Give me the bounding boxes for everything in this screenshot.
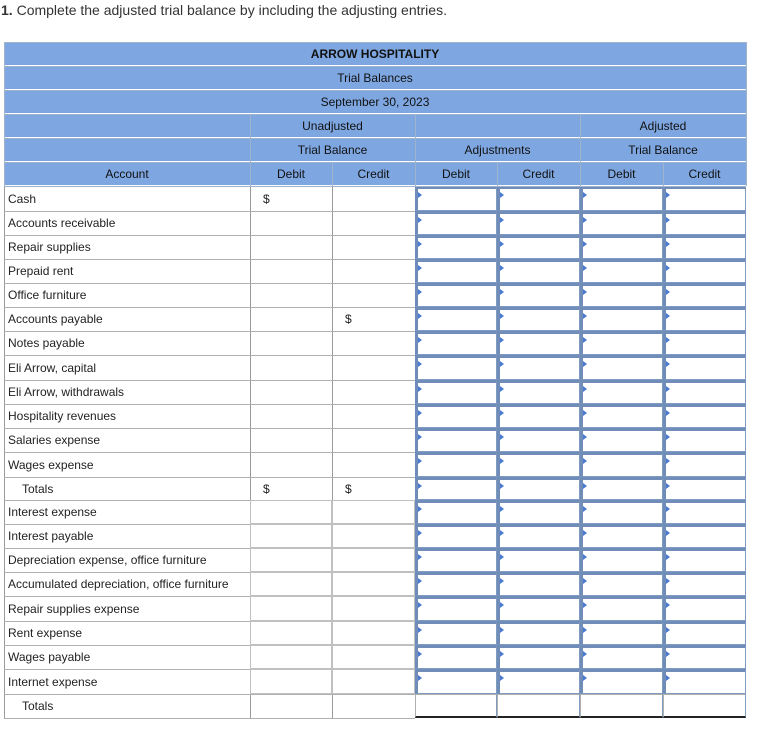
- input-marker-icon: [418, 289, 422, 295]
- adjustment-credit-input[interactable]: [497, 477, 580, 500]
- adjusted-credit-input[interactable]: [663, 500, 746, 524]
- adjusted-debit-input[interactable]: [580, 283, 663, 307]
- adjustment-debit-input[interactable]: [415, 428, 497, 452]
- input-marker-icon: [583, 578, 587, 584]
- input-marker-icon: [418, 410, 422, 416]
- unadjusted-credit-input[interactable]: [332, 621, 415, 645]
- adjusted-credit-input[interactable]: [663, 548, 746, 572]
- unadjusted-credit-input[interactable]: [332, 572, 415, 596]
- header-rule: [4, 90, 746, 91]
- debit-dollar-sign: $: [263, 482, 270, 496]
- adjustment-credit-input[interactable]: [497, 669, 580, 694]
- input-marker-icon: [418, 313, 422, 319]
- adjusted-debit-input[interactable]: [580, 572, 663, 596]
- header-divider: [332, 162, 333, 186]
- adjusted-credit-input[interactable]: [663, 186, 746, 211]
- account-name: Internet expense: [8, 675, 98, 689]
- account-name: Prepaid rent: [8, 264, 74, 278]
- adjusted-credit-input[interactable]: [663, 669, 746, 694]
- adjusted-credit-input[interactable]: [663, 621, 746, 645]
- adjustment-debit-input[interactable]: [415, 259, 497, 283]
- debit-column-header: Debit: [276, 167, 306, 181]
- header-divider: [497, 162, 498, 186]
- row-divider: [4, 307, 415, 308]
- input-marker-icon: [666, 578, 670, 584]
- input-marker-icon: [666, 337, 670, 343]
- input-marker-icon: [666, 289, 670, 295]
- input-marker-icon: [418, 675, 422, 681]
- account-name: Accounts payable: [8, 312, 103, 326]
- input-marker-icon: [583, 530, 587, 536]
- adjusted-debit-input[interactable]: [580, 186, 663, 211]
- adjustment-credit-total-input[interactable]: [497, 694, 580, 718]
- adjusted-debit-input[interactable]: [580, 380, 663, 404]
- adjustment-credit-input[interactable]: [497, 621, 580, 645]
- statement-title: Trial Balances: [337, 71, 413, 85]
- adjusted-debit-input[interactable]: [580, 477, 663, 500]
- adjusted-credit-input[interactable]: [663, 380, 746, 404]
- header-rule: [4, 42, 746, 43]
- input-marker-icon: [500, 386, 504, 392]
- input-marker-icon: [583, 434, 587, 440]
- account-name: Eli Arrow, capital: [8, 361, 97, 375]
- input-marker-icon: [666, 602, 670, 608]
- input-marker-icon: [500, 313, 504, 319]
- input-marker-icon: [418, 483, 422, 489]
- statement-date: September 30, 2023: [320, 95, 430, 109]
- unadjusted-debit-input[interactable]: [250, 596, 332, 621]
- input-marker-icon: [666, 265, 670, 271]
- input-marker-icon: [666, 651, 670, 657]
- adjusted-credit-input[interactable]: [663, 307, 746, 331]
- input-marker-icon: [500, 265, 504, 271]
- account-name: Office furniture: [8, 288, 87, 302]
- unadjusted-debit-input[interactable]: [250, 524, 332, 548]
- input-marker-icon: [583, 483, 587, 489]
- adjusted-credit-input[interactable]: [663, 355, 746, 380]
- header-rule: [4, 162, 746, 163]
- adjusted-credit-input[interactable]: [663, 428, 746, 452]
- input-marker-icon: [500, 506, 504, 512]
- row-divider: [4, 452, 415, 453]
- input-marker-icon: [583, 651, 587, 657]
- unadjusted-credit-input[interactable]: [332, 669, 415, 694]
- input-marker-icon: [666, 434, 670, 440]
- row-divider: [4, 259, 415, 260]
- input-marker-icon: [418, 627, 422, 633]
- unadjusted-subheading: Trial Balance: [297, 143, 368, 157]
- account-column-header: Account: [105, 167, 149, 181]
- adjustment-credit-input[interactable]: [497, 404, 580, 428]
- row-divider: [4, 428, 415, 429]
- adjusted-credit-input[interactable]: [663, 645, 746, 669]
- adjustment-credit-input[interactable]: [497, 380, 580, 404]
- adjusted-credit-input[interactable]: [663, 283, 746, 307]
- adjustment-credit-input[interactable]: [497, 548, 580, 572]
- row-divider: [4, 404, 415, 405]
- adjustment-debit-input[interactable]: [415, 355, 497, 380]
- input-marker-icon: [583, 602, 587, 608]
- adjusted-credit-input[interactable]: [663, 235, 746, 259]
- unadjusted-credit-input[interactable]: [332, 500, 415, 524]
- credit-dollar-sign: $: [345, 482, 352, 496]
- credit-dollar-sign: $: [345, 312, 352, 326]
- input-marker-icon: [500, 289, 504, 295]
- input-marker-icon: [500, 434, 504, 440]
- input-marker-icon: [583, 410, 587, 416]
- input-marker-icon: [666, 530, 670, 536]
- adjusted-debit-input[interactable]: [580, 355, 663, 380]
- adjusted-debit-input[interactable]: [580, 404, 663, 428]
- adjustment-debit-input[interactable]: [415, 596, 497, 621]
- adjustment-debit-input[interactable]: [415, 572, 497, 596]
- input-marker-icon: [418, 192, 422, 198]
- input-marker-icon: [418, 337, 422, 343]
- adjustment-credit-input[interactable]: [497, 428, 580, 452]
- adjusted-credit-input[interactable]: [663, 404, 746, 428]
- debit-column-header: Debit: [441, 167, 471, 181]
- adjustment-debit-input[interactable]: [415, 235, 497, 259]
- account-name: Eli Arrow, withdrawals: [8, 385, 125, 399]
- adjustment-credit-input[interactable]: [497, 235, 580, 259]
- input-marker-icon: [500, 627, 504, 633]
- adjusted-credit-input[interactable]: [663, 596, 746, 621]
- account-name: Wages payable: [8, 650, 91, 664]
- row-divider: [4, 235, 415, 236]
- adjustment-credit-input[interactable]: [497, 331, 580, 355]
- adjusted-debit-total-input[interactable]: [580, 694, 663, 718]
- input-marker-icon: [583, 337, 587, 343]
- unadjusted-credit-input[interactable]: [332, 548, 415, 572]
- input-marker-icon: [583, 289, 587, 295]
- adjustment-credit-input[interactable]: [497, 259, 580, 283]
- question-body: Complete the adjusted trial balance by including the adjusting entries.: [16, 2, 447, 18]
- adjustment-credit-input[interactable]: [497, 524, 580, 548]
- input-marker-icon: [583, 241, 587, 247]
- adjusted-credit-input[interactable]: [663, 477, 746, 500]
- unadjusted-debit-input[interactable]: [250, 621, 332, 645]
- account-name: Repair supplies: [8, 240, 91, 254]
- input-marker-icon: [666, 675, 670, 681]
- adjustment-debit-input[interactable]: [415, 645, 497, 669]
- adjustment-credit-input[interactable]: [497, 500, 580, 524]
- adjustment-credit-input[interactable]: [497, 572, 580, 596]
- input-marker-icon: [418, 265, 422, 271]
- row-divider: [4, 331, 415, 332]
- adjusted-debit-input[interactable]: [580, 621, 663, 645]
- adjustment-credit-input[interactable]: [497, 596, 580, 621]
- adjusted-subheading: Trial Balance: [628, 143, 698, 157]
- input-marker-icon: [418, 361, 422, 367]
- adjustment-credit-input[interactable]: [497, 283, 580, 307]
- account-name: Repair supplies expense: [8, 602, 140, 616]
- adjusted-credit-input[interactable]: [663, 211, 746, 235]
- input-marker-icon: [418, 241, 422, 247]
- unadjusted-credit-input[interactable]: [332, 596, 415, 621]
- row-divider: [4, 283, 415, 284]
- input-marker-icon: [500, 483, 504, 489]
- input-marker-icon: [666, 410, 670, 416]
- unadjusted-debit-input[interactable]: [250, 500, 332, 524]
- input-marker-icon: [418, 386, 422, 392]
- debit-column-header: Debit: [607, 167, 636, 181]
- input-marker-icon: [418, 578, 422, 584]
- adjustment-debit-total-input[interactable]: [415, 694, 497, 718]
- row-divider: [4, 355, 415, 356]
- adjusted-debit-input[interactable]: [580, 548, 663, 572]
- input-marker-icon: [666, 192, 670, 198]
- input-marker-icon: [500, 458, 504, 464]
- input-marker-icon: [500, 410, 504, 416]
- input-marker-icon: [500, 578, 504, 584]
- adjusted-debit-input[interactable]: [580, 669, 663, 694]
- account-name: Accounts receivable: [8, 216, 116, 230]
- adjusted-credit-total-input[interactable]: [663, 694, 746, 718]
- adjustment-debit-input[interactable]: [415, 669, 497, 694]
- input-marker-icon: [583, 506, 587, 512]
- debit-dollar-sign: $: [263, 192, 270, 206]
- input-marker-icon: [500, 675, 504, 681]
- adjusted-debit-input[interactable]: [580, 500, 663, 524]
- header-divider: [663, 162, 664, 186]
- header-divider: [4, 42, 5, 186]
- body-top-rule: [4, 186, 746, 187]
- adjusted-debit-input[interactable]: [580, 331, 663, 355]
- adjustment-debit-input[interactable]: [415, 621, 497, 645]
- adjustment-debit-input[interactable]: [415, 186, 497, 211]
- totals-label: Totals: [22, 482, 54, 496]
- header-rule: [4, 66, 746, 67]
- adjustment-debit-input[interactable]: [415, 548, 497, 572]
- unadjusted-debit-input[interactable]: [250, 572, 332, 596]
- input-marker-icon: [500, 361, 504, 367]
- header-divider: [415, 114, 416, 186]
- adjustment-debit-input[interactable]: [415, 211, 497, 235]
- account-name: Depreciation expense, office furniture: [8, 553, 207, 567]
- account-name: Notes payable: [8, 336, 85, 350]
- unadjusted-debit-input[interactable]: [250, 645, 332, 669]
- input-marker-icon: [500, 241, 504, 247]
- adjusted-debit-input[interactable]: [580, 645, 663, 669]
- account-name: Accumulated depreciation, office furniture: [8, 577, 229, 591]
- input-marker-icon: [418, 217, 422, 223]
- company-name: ARROW HOSPITALITY: [310, 47, 440, 61]
- input-marker-icon: [583, 386, 587, 392]
- adjusted-debit-input[interactable]: [580, 211, 663, 235]
- adjusted-debit-input[interactable]: [580, 307, 663, 331]
- row-divider: [4, 211, 415, 212]
- input-marker-icon: [666, 386, 670, 392]
- input-marker-icon: [583, 217, 587, 223]
- credit-column-header: Credit: [522, 167, 555, 181]
- input-marker-icon: [418, 651, 422, 657]
- account-name: Cash: [8, 192, 37, 206]
- input-marker-icon: [500, 337, 504, 343]
- unadjusted-credit-input[interactable]: [332, 645, 415, 669]
- adjustments-heading: Adjustments: [464, 143, 531, 157]
- input-marker-icon: [500, 651, 504, 657]
- input-marker-icon: [418, 458, 422, 464]
- header-divider: [746, 42, 747, 186]
- adjustment-credit-input[interactable]: [497, 645, 580, 669]
- input-marker-icon: [500, 217, 504, 223]
- adjustment-debit-input[interactable]: [415, 452, 497, 477]
- adjusted-debit-input[interactable]: [580, 235, 663, 259]
- adjustment-debit-input[interactable]: [415, 500, 497, 524]
- adjusted-debit-input[interactable]: [580, 452, 663, 477]
- account-name: Rent expense: [8, 626, 83, 640]
- unadjusted-credit-input[interactable]: [332, 524, 415, 548]
- adjustment-credit-input[interactable]: [497, 452, 580, 477]
- account-name: Wages expense: [8, 458, 94, 472]
- adjustment-debit-input[interactable]: [415, 331, 497, 355]
- adjustment-debit-input[interactable]: [415, 524, 497, 548]
- input-marker-icon: [583, 265, 587, 271]
- account-name: Interest expense: [8, 505, 97, 519]
- unadjusted-heading: Unadjusted: [302, 119, 363, 133]
- input-marker-icon: [583, 554, 587, 560]
- adjustment-credit-input[interactable]: [497, 186, 580, 211]
- account-name: Hospitality revenues: [8, 409, 117, 423]
- account-name: Salaries expense: [8, 433, 101, 447]
- adjusted-credit-input[interactable]: [663, 572, 746, 596]
- row-divider: [4, 718, 415, 719]
- adjusted-debit-input[interactable]: [580, 428, 663, 452]
- input-marker-icon: [418, 434, 422, 440]
- adjustment-debit-input[interactable]: [415, 307, 497, 331]
- input-marker-icon: [583, 192, 587, 198]
- input-marker-icon: [500, 554, 504, 560]
- adjusted-credit-input[interactable]: [663, 331, 746, 355]
- input-marker-icon: [500, 530, 504, 536]
- header-divider: [250, 114, 251, 186]
- adjustment-credit-input[interactable]: [497, 307, 580, 331]
- row-divider: [4, 477, 415, 478]
- adjusted-credit-input[interactable]: [663, 524, 746, 548]
- adjusted-credit-input[interactable]: [663, 452, 746, 477]
- input-marker-icon: [666, 217, 670, 223]
- unadjusted-debit-input[interactable]: [250, 548, 332, 572]
- adjustment-debit-input[interactable]: [415, 404, 497, 428]
- adjusted-debit-input[interactable]: [580, 524, 663, 548]
- input-marker-icon: [666, 313, 670, 319]
- header-band: [4, 114, 746, 137]
- credit-column-header: Credit: [688, 167, 721, 181]
- adjustment-credit-input[interactable]: [497, 355, 580, 380]
- input-marker-icon: [666, 458, 670, 464]
- input-marker-icon: [583, 675, 587, 681]
- totals-label: Totals: [22, 699, 54, 713]
- adjusted-heading: Adjusted: [639, 119, 687, 133]
- input-marker-icon: [666, 361, 670, 367]
- unadjusted-debit-input[interactable]: [250, 669, 332, 694]
- input-marker-icon: [666, 506, 670, 512]
- adjusted-credit-input[interactable]: [663, 259, 746, 283]
- question-number: 1.: [1, 2, 13, 18]
- input-marker-icon: [583, 361, 587, 367]
- adjustment-debit-input[interactable]: [415, 283, 497, 307]
- input-marker-icon: [583, 458, 587, 464]
- input-marker-icon: [666, 627, 670, 633]
- adjustment-credit-input[interactable]: [497, 211, 580, 235]
- input-marker-icon: [583, 627, 587, 633]
- input-marker-icon: [418, 554, 422, 560]
- header-rule: [4, 138, 746, 139]
- input-marker-icon: [418, 506, 422, 512]
- input-marker-icon: [418, 602, 422, 608]
- account-name: Interest payable: [8, 529, 94, 543]
- input-marker-icon: [666, 483, 670, 489]
- adjustment-debit-input[interactable]: [415, 380, 497, 404]
- input-marker-icon: [666, 554, 670, 560]
- adjustment-debit-input[interactable]: [415, 477, 497, 500]
- input-marker-icon: [666, 241, 670, 247]
- row-divider: [4, 694, 415, 695]
- adjusted-debit-input[interactable]: [580, 259, 663, 283]
- input-marker-icon: [418, 530, 422, 536]
- adjusted-debit-input[interactable]: [580, 596, 663, 621]
- row-divider: [4, 380, 415, 381]
- question-text: [1, 2, 447, 18]
- input-marker-icon: [500, 192, 504, 198]
- input-marker-icon: [583, 313, 587, 319]
- input-marker-icon: [500, 602, 504, 608]
- header-divider: [580, 114, 581, 186]
- header-rule: [4, 114, 746, 115]
- credit-column-header: Credit: [357, 167, 390, 181]
